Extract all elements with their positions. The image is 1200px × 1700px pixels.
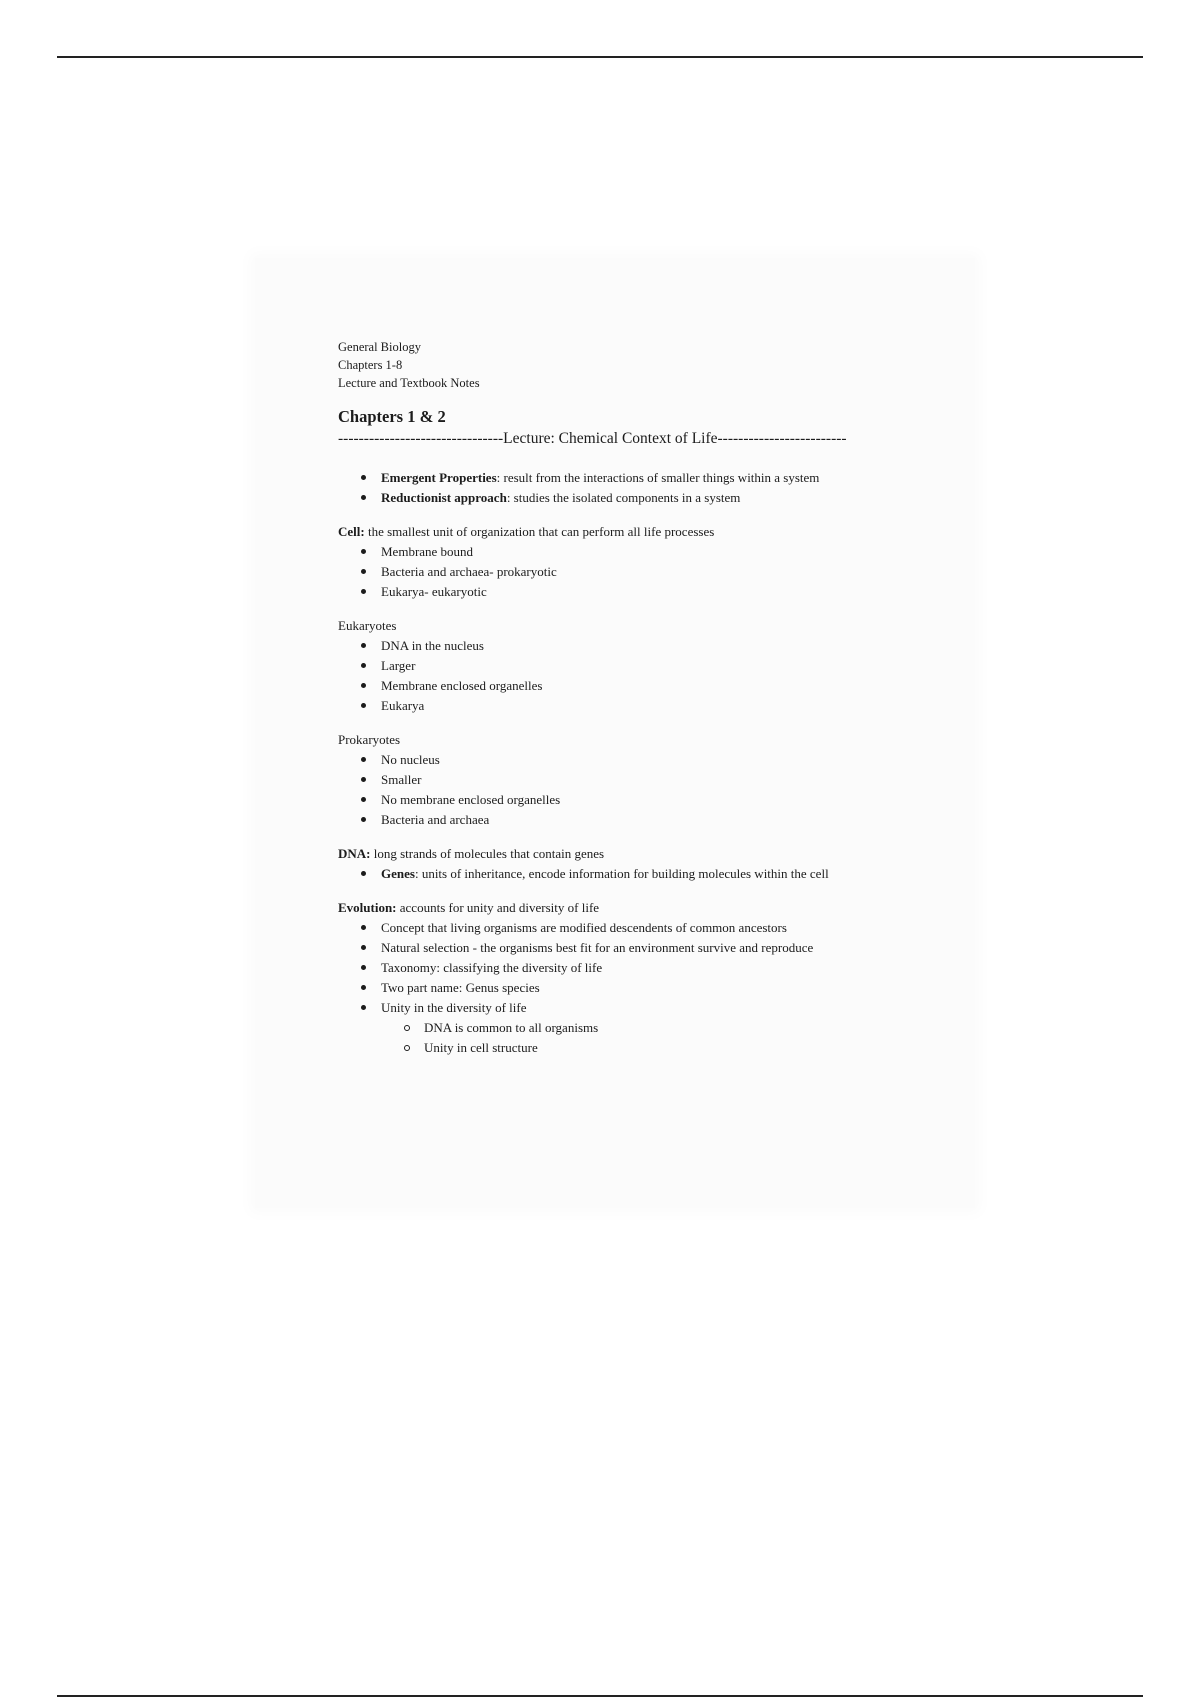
evolution-section: [338, 898, 938, 1058]
cell-bullet-list: [338, 542, 938, 602]
term: Reductionist approach: [381, 490, 507, 505]
eukaryotes-section: [338, 616, 938, 716]
evolution-bullet-list: [338, 918, 938, 1058]
list-item: Taxonomy: classifying the diversity of life: [381, 958, 938, 978]
dna-definition: [338, 844, 938, 864]
dna-section: [338, 844, 938, 884]
notes-subtitle: Lecture and Textbook Notes: [338, 376, 480, 390]
scanned-page: [255, 258, 975, 1208]
list-item: Larger: [381, 656, 938, 676]
section-label: Prokaryotes: [338, 732, 401, 747]
sub-list-item: Unity in cell structure: [424, 1038, 938, 1058]
list-item: Two part name: Genus species: [381, 978, 938, 998]
term: Emergent Properties: [381, 470, 497, 485]
chapters-range: Chapters 1-8: [338, 358, 403, 372]
bottom-border-rule: [57, 1695, 1143, 1697]
eukaryotes-bullet-list: [338, 636, 938, 716]
notes-content: [338, 338, 938, 1058]
term: Cell:: [338, 524, 365, 539]
list-item: No membrane enclosed organelles: [381, 790, 938, 810]
intro-bullet-list: [338, 468, 938, 508]
list-item: Concept that living organisms are modified descendents of common ancestors: [381, 918, 938, 938]
top-border-rule: [57, 56, 1143, 58]
list-item: Bacteria and archaea: [381, 810, 938, 830]
term: Evolution:: [338, 900, 397, 915]
dna-bullet-list: [338, 864, 938, 884]
list-item: Bacteria and archaea- prokaryotic: [381, 562, 938, 582]
lecture-divider: --------------------------------Lecture: Chemical Context of Life-------------------------: [338, 430, 847, 447]
definition-text: the smallest unit of organization that can perform all life processes: [364, 524, 715, 539]
term-description: : units of inheritance, encode information for building molecules within the cell: [414, 866, 829, 881]
list-item: Natural selection - the organisms best fit for an environment survive and reproduce: [381, 938, 938, 958]
evolution-sub-bullet-list: [381, 1018, 938, 1058]
list-item: Eukarya- eukaryotic: [381, 582, 938, 602]
sub-list-item: DNA is common to all organisms: [424, 1018, 938, 1038]
term: Genes: [381, 866, 415, 881]
term: DNA:: [338, 846, 371, 861]
cell-section: [338, 522, 938, 602]
list-item: [381, 468, 938, 488]
course-title: General Biology: [338, 340, 421, 354]
evolution-definition: [338, 898, 938, 918]
term-description: : studies the isolated components in a system: [506, 490, 741, 505]
section-label: Eukaryotes: [338, 618, 397, 633]
list-item: Membrane enclosed organelles: [381, 676, 938, 696]
cell-definition: [338, 522, 938, 542]
list-item-text: Unity in the diversity of life: [381, 1000, 527, 1015]
list-item: Smaller: [381, 770, 938, 790]
list-item: [381, 864, 938, 884]
prokaryotes-section: [338, 730, 938, 830]
list-item: [381, 488, 938, 508]
list-item: No nucleus: [381, 750, 938, 770]
definition-text: accounts for unity and diversity of life: [396, 900, 600, 915]
chapter-heading: Chapters 1 & 2: [338, 407, 446, 426]
term-description: : result from the interactions of smaller things within a system: [496, 470, 820, 485]
definition-text: long strands of molecules that contain genes: [370, 846, 605, 861]
list-item: [381, 998, 938, 1058]
list-item: Eukarya: [381, 696, 938, 716]
list-item: Membrane bound: [381, 542, 938, 562]
list-item: DNA in the nucleus: [381, 636, 938, 656]
prokaryotes-bullet-list: [338, 750, 938, 830]
